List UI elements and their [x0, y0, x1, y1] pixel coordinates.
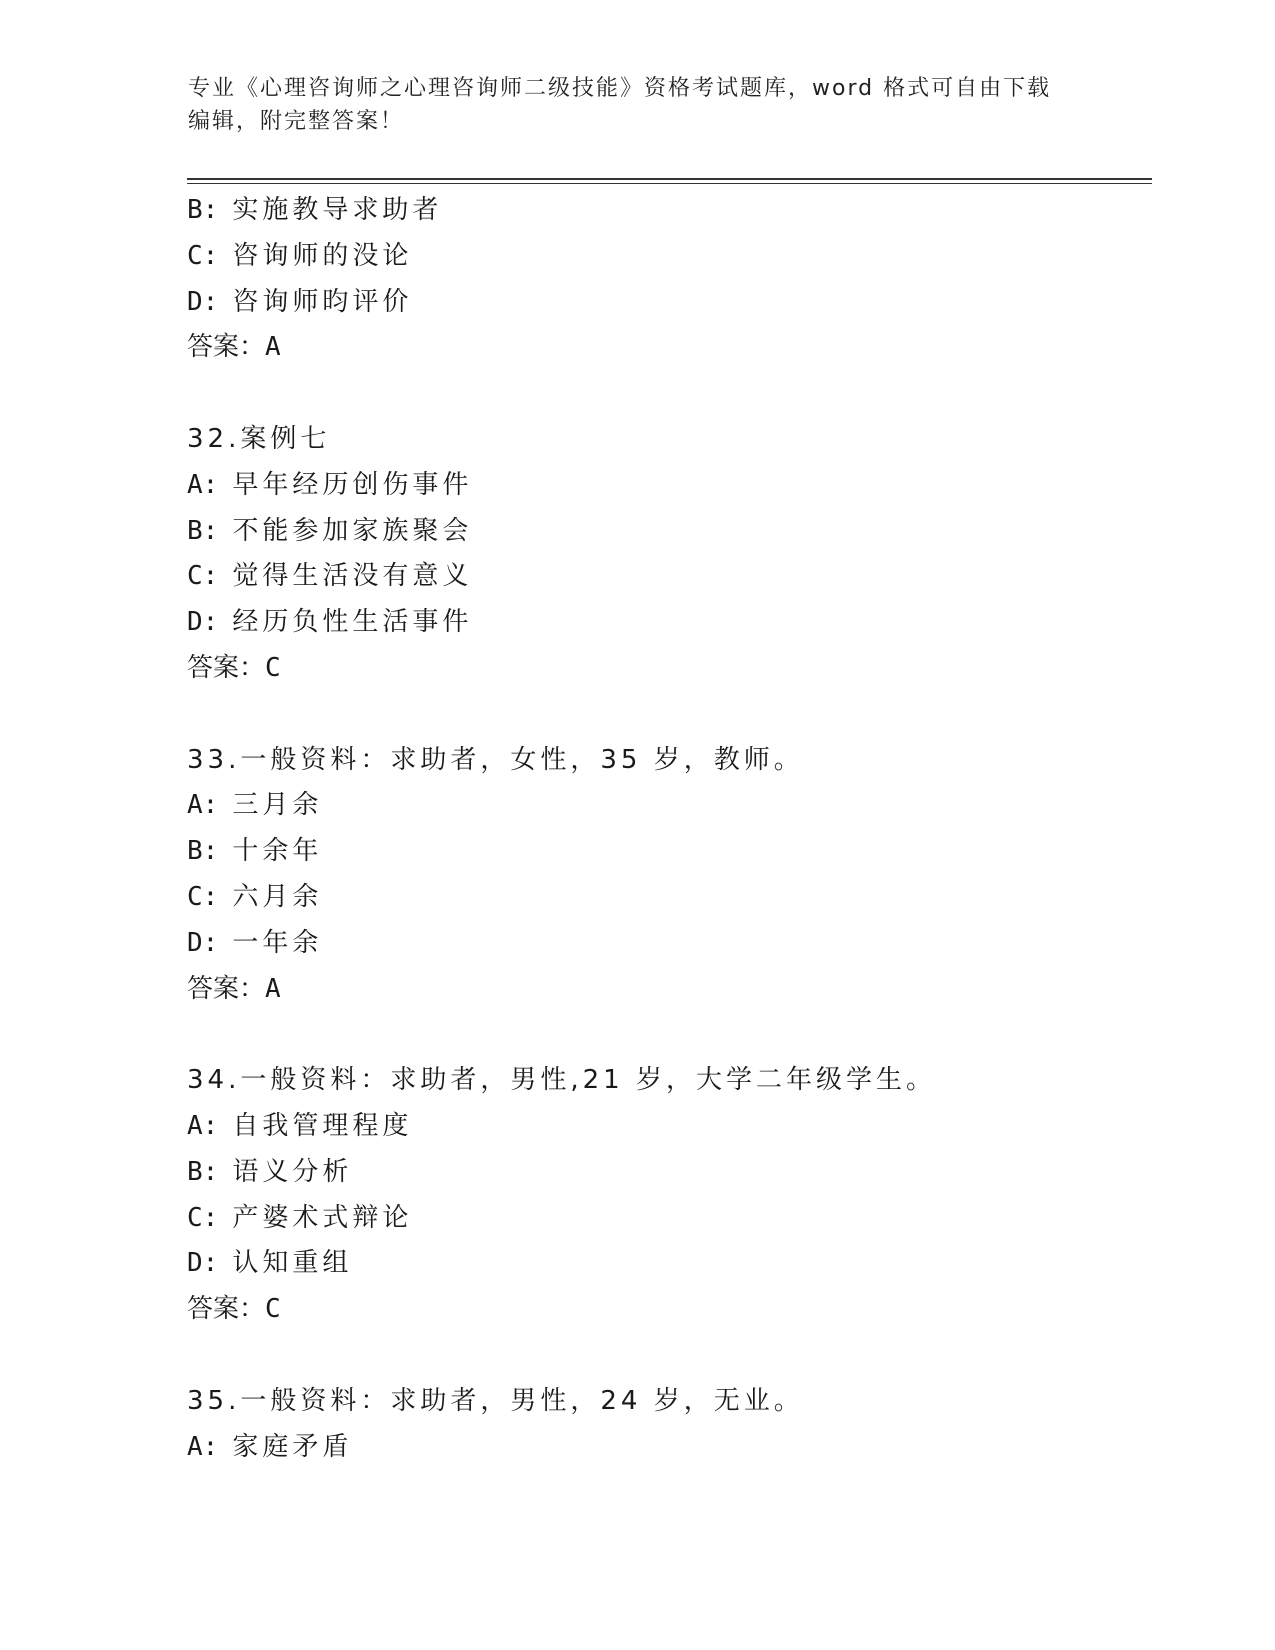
header-divider-thick — [187, 178, 1152, 180]
option-letter: A: — [187, 790, 219, 821]
option-letter: D: — [187, 1248, 219, 1279]
option-line — [187, 875, 1127, 921]
option-text: 一年余 — [232, 927, 323, 958]
option-line — [187, 783, 1127, 829]
spacer — [187, 1012, 1127, 1058]
option-letter: B: — [187, 195, 219, 225]
answer-label: 答案： — [187, 332, 266, 363]
option-letter: D: — [187, 607, 219, 638]
option-line — [187, 829, 1127, 875]
option-letter: B: — [187, 515, 219, 546]
option-letter: C: — [187, 881, 219, 912]
answer-value: C — [265, 1294, 281, 1325]
answer-value: A — [265, 332, 281, 363]
spacer — [187, 1333, 1127, 1379]
option-line — [187, 1150, 1127, 1196]
option-text: 语义分析 — [232, 1156, 353, 1187]
header-line-1: 专业《心理咨询师之心理咨询师二级技能》资格考试题库，word 格式可自由下载 — [188, 76, 1052, 101]
option-line — [187, 1241, 1127, 1287]
answer-value: C — [265, 652, 281, 683]
option-letter: B: — [187, 836, 219, 867]
option-text: 咨询师的没论 — [232, 240, 413, 271]
answer-line — [187, 325, 1127, 371]
option-text: 咨询师昀评价 — [232, 286, 413, 317]
option-text: 实施教导求助者 — [232, 195, 443, 225]
answer-value: A — [265, 973, 281, 1004]
question-title: 35.一般资料：求助者，男性，24 岁，无业。 — [187, 1385, 804, 1416]
option-letter: D: — [187, 286, 219, 317]
option-line — [187, 1104, 1127, 1150]
question-block-34 — [187, 1058, 1127, 1333]
option-letter: A: — [187, 1110, 219, 1141]
question-block-32 — [187, 417, 1127, 692]
option-line — [187, 921, 1127, 967]
option-letter: D: — [187, 927, 219, 958]
option-letter: A: — [187, 469, 219, 500]
question-block-35 — [187, 1379, 1127, 1471]
question-title: 32.案例七 — [187, 423, 331, 454]
option-line — [187, 600, 1127, 646]
option-letter: B: — [187, 1156, 219, 1187]
header-line-2: 编辑，附完整答案！ — [188, 109, 405, 134]
option-text: 三月余 — [232, 790, 323, 821]
answer-label: 答案： — [187, 973, 266, 1004]
option-line — [187, 1196, 1127, 1242]
question-title: 34.一般资料：求助者，男性,21 岁，大学二年级学生。 — [187, 1065, 936, 1096]
option-letter: C: — [187, 561, 219, 592]
document-header — [188, 72, 1088, 138]
question-block-33 — [187, 738, 1127, 1013]
option-text: 认知重组 — [232, 1248, 353, 1279]
spacer — [187, 371, 1127, 417]
option-letter: A: — [187, 1431, 219, 1462]
option-text: 十余年 — [232, 836, 323, 867]
answer-label: 答案： — [187, 652, 266, 683]
option-line — [187, 509, 1127, 555]
question-title: 33.一般资料：求助者，女性，35 岁，教师。 — [187, 744, 804, 775]
question-list — [187, 188, 1127, 1470]
option-text: 家庭矛盾 — [232, 1431, 353, 1462]
option-text: 早年经历创伤事件 — [232, 469, 473, 500]
option-line — [187, 234, 1127, 280]
option-text: 不能参加家族聚会 — [232, 515, 473, 546]
answer-line — [187, 967, 1127, 1013]
question-block-prev — [187, 188, 1127, 371]
option-text: 六月余 — [232, 881, 323, 912]
answer-line — [187, 1287, 1127, 1333]
option-letter: C: — [187, 1202, 219, 1233]
option-line — [187, 1425, 1127, 1471]
header-divider-thin — [187, 183, 1152, 184]
option-text: 产婆术式辩论 — [232, 1202, 413, 1233]
option-text: 觉得生活没有意义 — [232, 561, 473, 592]
answer-line — [187, 646, 1127, 692]
option-line — [187, 463, 1127, 509]
option-letter: C: — [187, 240, 219, 271]
option-text: 经历负性生活事件 — [232, 607, 473, 638]
option-line — [187, 280, 1127, 326]
option-text: 自我管理程度 — [232, 1110, 413, 1141]
answer-label: 答案： — [187, 1294, 266, 1325]
option-line — [187, 554, 1127, 600]
option-line — [187, 188, 1127, 234]
spacer — [187, 692, 1127, 738]
